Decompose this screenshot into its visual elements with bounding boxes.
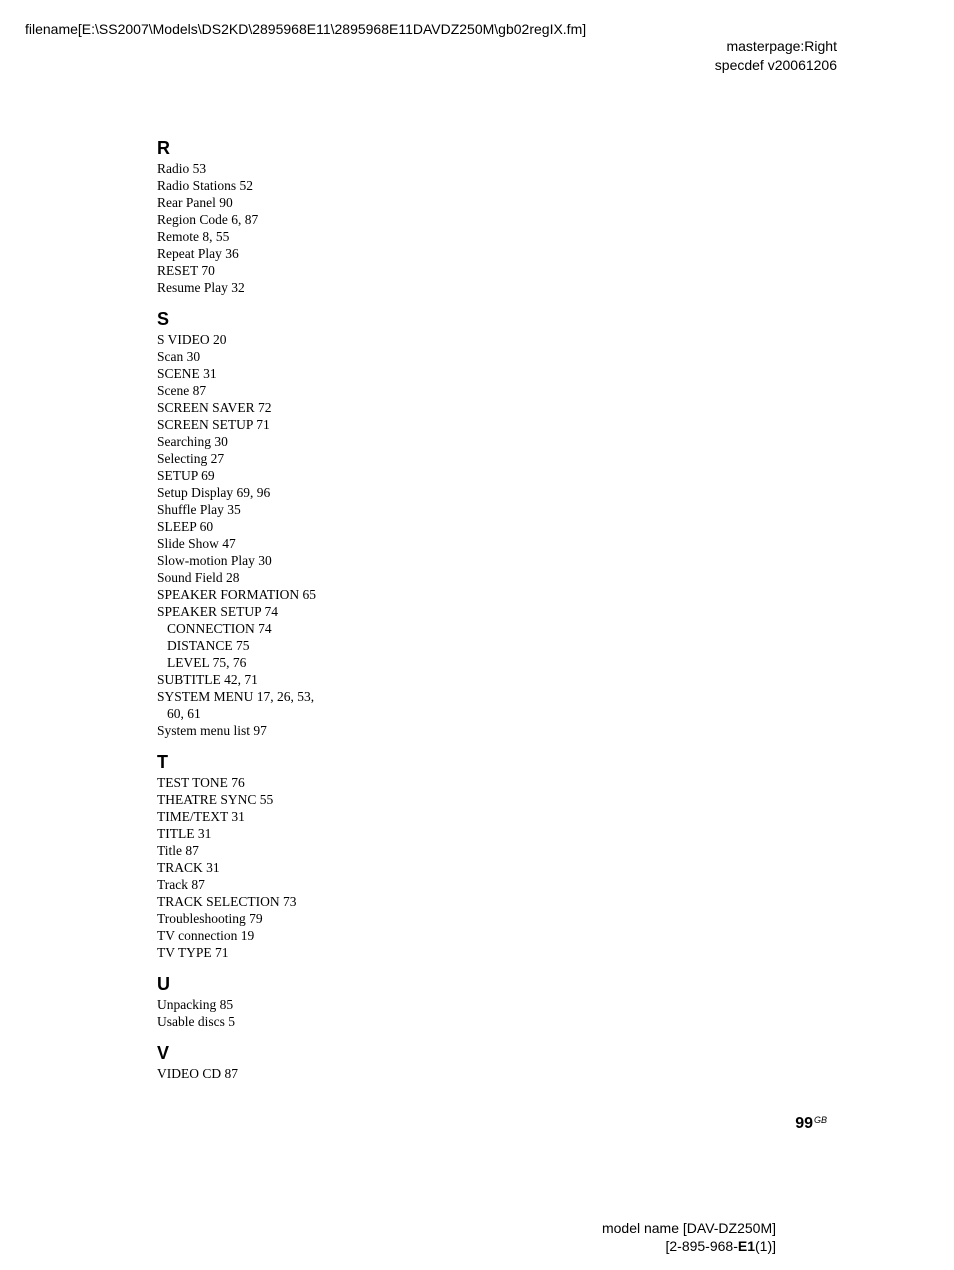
index-subentry: LEVEL 75, 76: [167, 655, 247, 670]
index-entry: VIDEO CD 87: [157, 1066, 238, 1081]
footer-code-bold: E1: [737, 1238, 755, 1254]
index-entry: TITLE 31: [157, 826, 212, 841]
footer: [602, 1219, 776, 1255]
index-entry: Unpacking 85: [157, 997, 234, 1012]
page-number-value: 99: [795, 1115, 813, 1132]
index-entry: TIME/TEXT 31: [157, 809, 245, 824]
index-entry: TEST TONE 76: [157, 775, 245, 790]
index-entry: System menu list 97: [157, 723, 267, 738]
index-entry: Rear Panel 90: [157, 195, 233, 210]
index-entry: TRACK 31: [157, 860, 220, 875]
index-entry: TV connection 19: [157, 928, 255, 943]
index-entry: THEATRE SYNC 55: [157, 792, 274, 807]
index-entry: Region Code 6, 87: [157, 212, 259, 227]
page-number: [795, 1115, 827, 1133]
footer-code-suffix: (1)]: [755, 1238, 776, 1254]
index-entry: Slow-motion Play 30: [157, 553, 272, 568]
index-entry: Title 87: [157, 843, 199, 858]
index-entry: Scene 87: [157, 383, 207, 398]
index-entry: RESET 70: [157, 263, 215, 278]
index-entry: Resume Play 32: [157, 280, 245, 295]
section-heading-t: T: [157, 752, 168, 772]
index-entry: Selecting 27: [157, 451, 225, 466]
index-entry: SPEAKER FORMATION 65: [157, 587, 317, 602]
index-entry: SCENE 31: [157, 366, 217, 381]
index-entry: Remote 8, 55: [157, 229, 230, 244]
index-entry: SCREEN SETUP 71: [157, 417, 270, 432]
index-entry: SCREEN SAVER 72: [157, 400, 272, 415]
index-entry: SPEAKER SETUP 74: [157, 604, 279, 619]
index-entry: S VIDEO 20: [157, 332, 227, 347]
index-list: [157, 136, 316, 1082]
index-entry: Repeat Play 36: [157, 246, 239, 261]
index-subentry: 60, 61: [167, 706, 201, 721]
section-heading-r: R: [157, 138, 170, 158]
page-number-suffix: GB: [813, 1115, 827, 1125]
index-entry: Sound Field 28: [157, 570, 240, 585]
header-filename: filename[E:\SS2007\Models\DS2KD\2895968E11\2895968E11DAVDZ250M\gb02regIX.fm]: [25, 21, 587, 37]
index-entry: SYSTEM MENU 17, 26, 53,: [157, 689, 315, 704]
section-gap: [157, 961, 316, 972]
index-subentry: DISTANCE 75: [167, 638, 250, 653]
index-entry: SUBTITLE 42, 71: [157, 672, 258, 687]
index-entry: Track 87: [157, 877, 205, 892]
section-gap: [157, 739, 316, 750]
index-subentry: CONNECTION 74: [167, 621, 272, 636]
index-entry: Shuffle Play 35: [157, 502, 241, 517]
section-heading-u: U: [157, 974, 170, 994]
index-entry: Scan 30: [157, 349, 201, 364]
footer-code-prefix: [2-895-968-: [665, 1238, 738, 1254]
section-gap: [157, 1030, 316, 1041]
index-entry: SETUP 69: [157, 468, 215, 483]
section-heading-s: S: [157, 309, 170, 329]
index-entry: Setup Display 69, 96: [157, 485, 271, 500]
footer-code: [602, 1237, 776, 1255]
index-entry: Radio Stations 52: [157, 178, 254, 193]
index-entry: TV TYPE 71: [157, 945, 229, 960]
index-entry: Slide Show 47: [157, 536, 236, 551]
index-entry: Usable discs 5: [157, 1014, 235, 1029]
index-entry: TRACK SELECTION 73: [157, 894, 297, 909]
index-entry: Troubleshooting 79: [157, 911, 263, 926]
index-entry: Searching 30: [157, 434, 228, 449]
index-entry: Radio 53: [157, 161, 207, 176]
section-gap: [157, 296, 316, 307]
header-masterpage: masterpage:Right: [726, 38, 837, 54]
header-specdef: specdef v20061206: [714, 56, 837, 73]
index-entry: SLEEP 60: [157, 519, 214, 534]
section-heading-v: V: [157, 1043, 170, 1063]
header-meta: [715, 37, 837, 74]
footer-model-name: model name [DAV-DZ250M]: [601, 1220, 776, 1236]
